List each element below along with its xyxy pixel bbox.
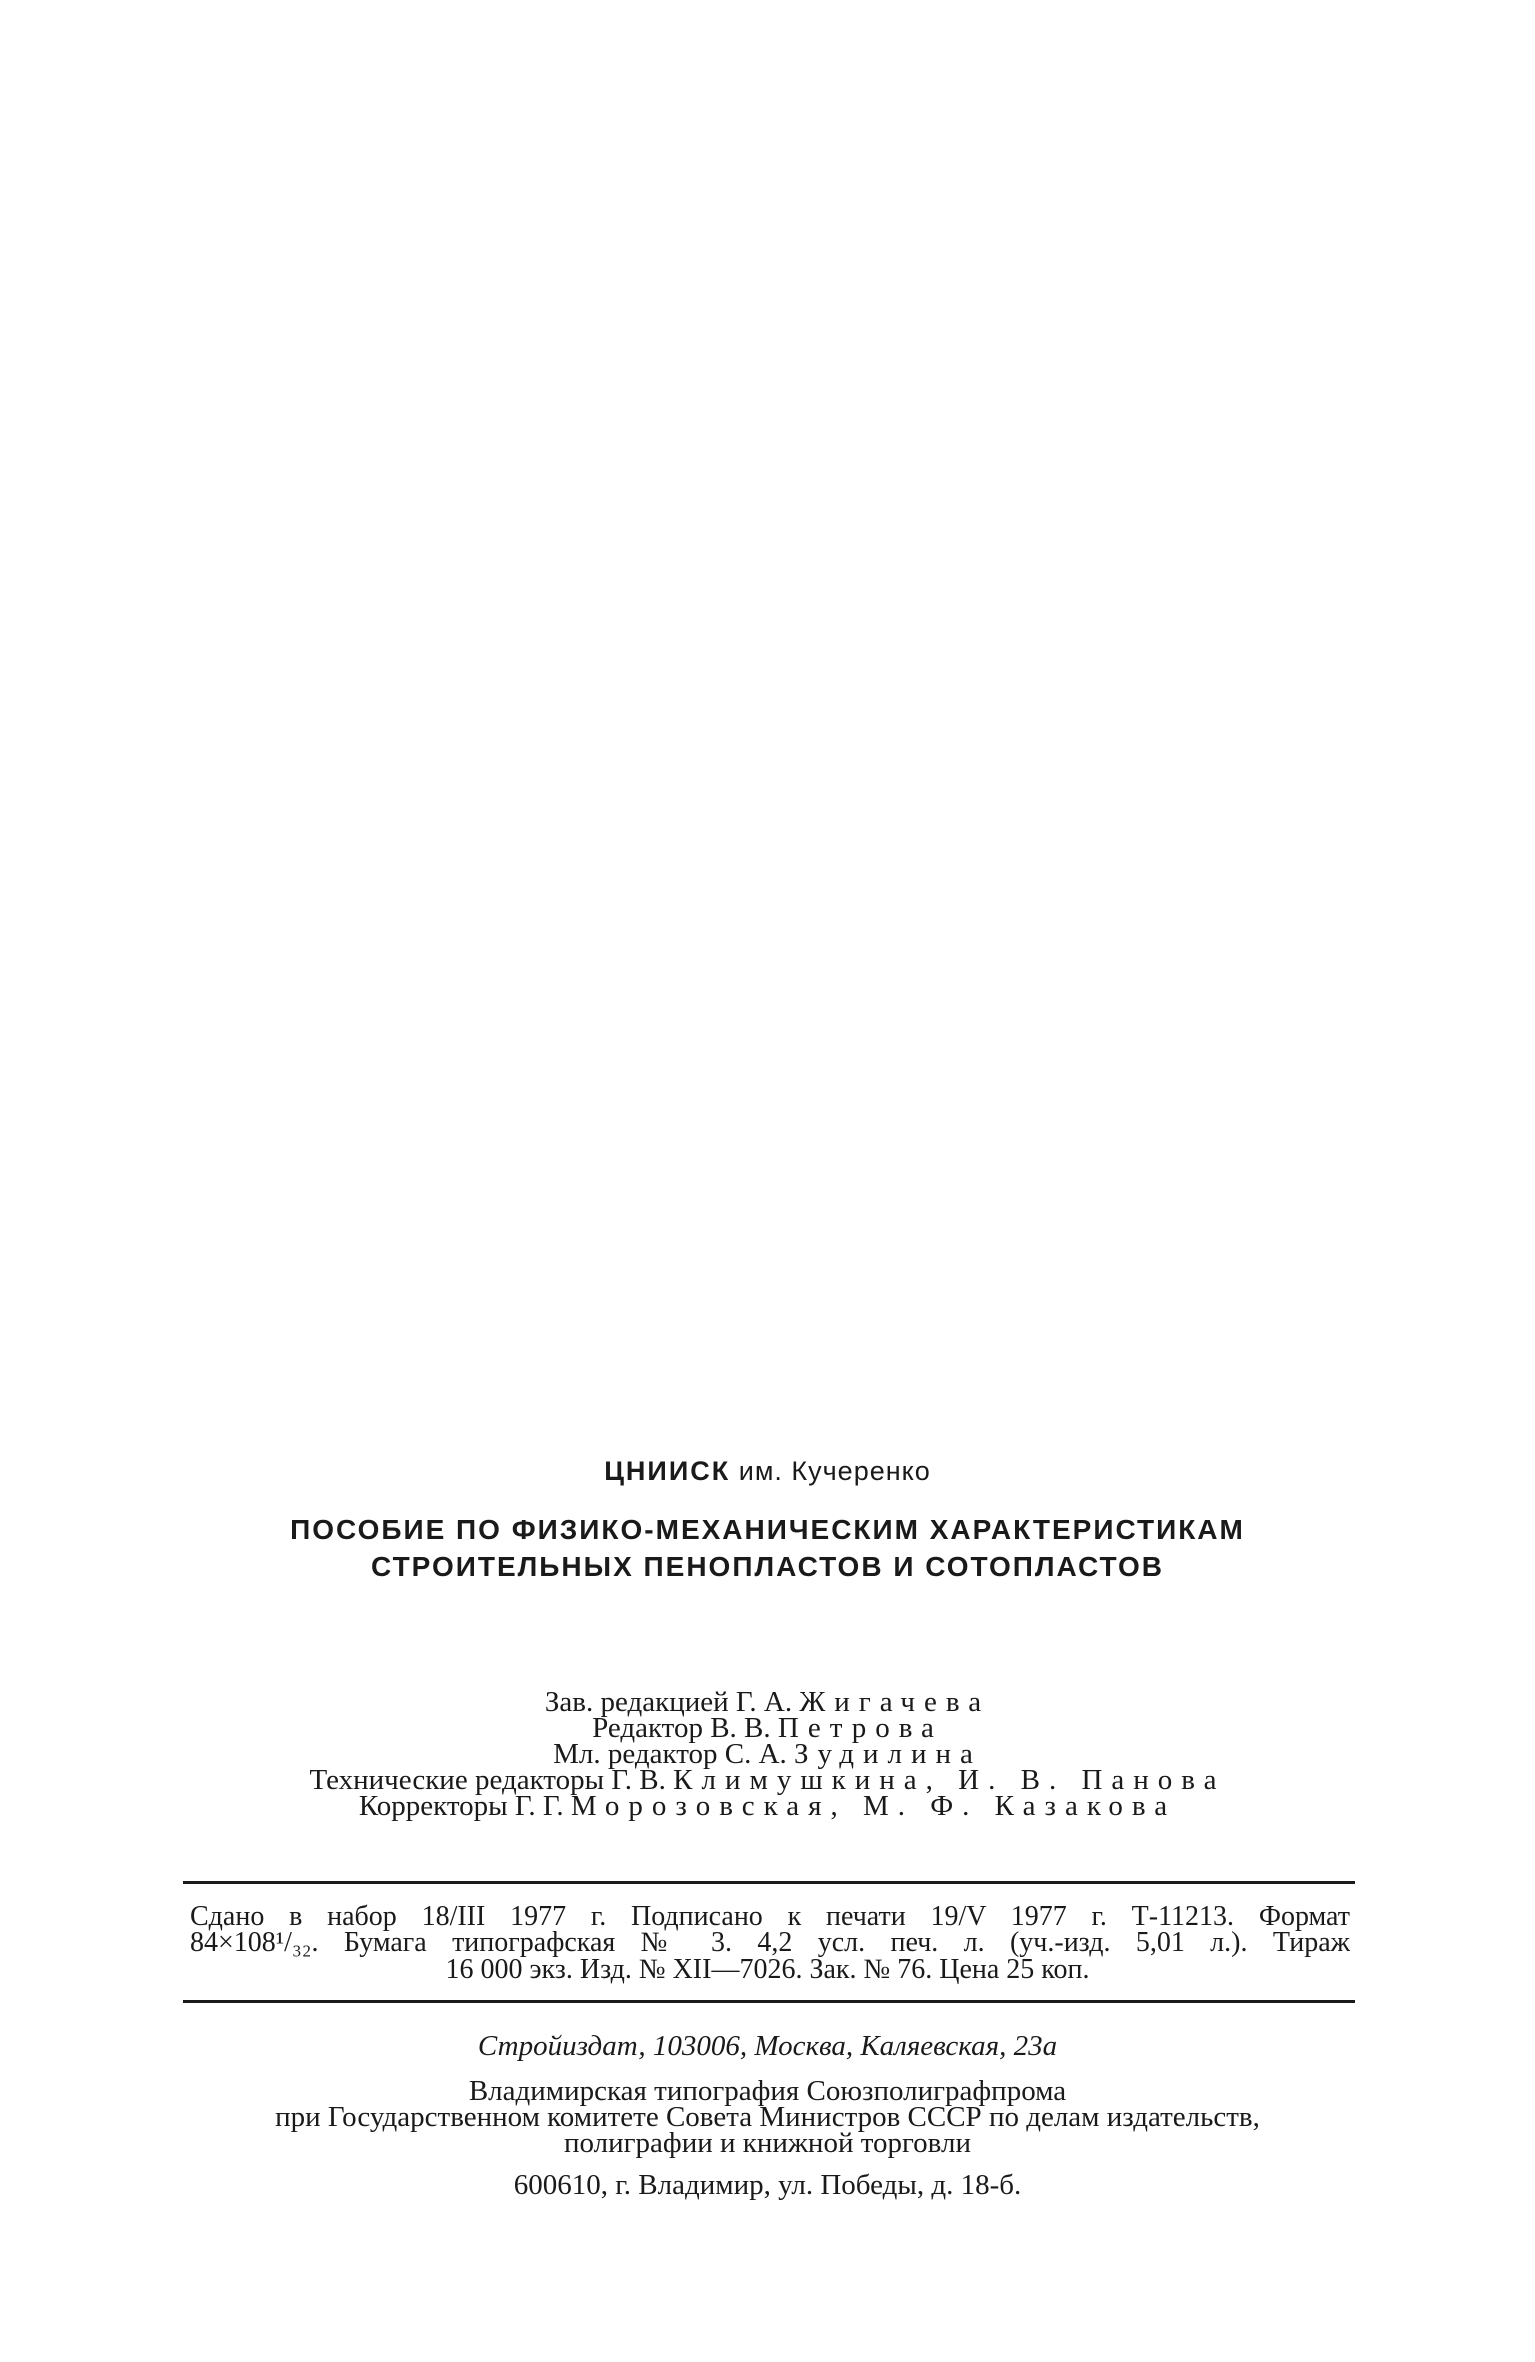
divider-bottom — [183, 2000, 1355, 2003]
institution-abbr: ЦНИИСК — [604, 1456, 731, 1486]
printer-line-1: Владимирская типография Союзполиграфпрома — [468, 2075, 1067, 2107]
institution-line — [0, 1458, 1535, 1485]
staff-role: Мл. редактор С. А. — [553, 1738, 787, 1770]
staff-name: Жигачева — [799, 1686, 991, 1718]
staff-role: Технические редакторы Г. В. — [309, 1764, 666, 1796]
title-line-1: ПОСОБИЕ ПО ФИЗИКО-МЕХАНИЧЕСКИМ ХАРАКТЕРИСТИКАМ — [290, 1514, 1245, 1545]
printer-line-3: полиграфии и книжной торговли — [564, 2127, 971, 2159]
imprint-line-2: 84×108¹/₃₂. Бумага типографская № 3. 4,2 усл. печ. л. (уч.-изд. 5,01 л.). Тираж — [190, 1927, 1350, 1958]
staff-name: Морозовская, М. Ф. Казакова — [570, 1790, 1177, 1822]
printer-address: 600610, г. Владимир, ул. Победы, д. 18-б. — [513, 2169, 1022, 2201]
imprint-line-3: 16 000 экз. Изд. № XII—7026. Зак. № 76. Цена 25 коп. — [445, 1954, 1090, 1985]
institution-name: им. Кучеренко — [738, 1456, 931, 1486]
publisher-line: Стройиздат, 103006, Москва, Каляевская, 23а — [477, 2030, 1058, 2062]
staff-name: Зудилина — [794, 1738, 982, 1770]
divider-top — [183, 1881, 1355, 1884]
imprint-line-1: Сдано в набор 18/III 1977 г. Подписано к печати 19/V 1977 г. Т-11213. Формат — [190, 1901, 1350, 1932]
title-line-2: СТРОИТЕЛЬНЫХ ПЕНОПЛАСТОВ И СОТОПЛАСТОВ — [371, 1551, 1164, 1582]
staff-name: Климушкина, И. В. Панова — [673, 1764, 1226, 1796]
staff-role: Редактор В. В. — [592, 1712, 771, 1744]
printer-line-2: при Государственном комитете Совета Министров СССР по делам издательств, — [275, 2101, 1260, 2133]
staff-proofreaders — [0, 1792, 1535, 1821]
staff-name: Петрова — [777, 1712, 943, 1744]
staff-role: Корректоры Г. Г. — [358, 1790, 564, 1822]
staff-role: Зав. редакцией Г. А. — [544, 1686, 793, 1718]
